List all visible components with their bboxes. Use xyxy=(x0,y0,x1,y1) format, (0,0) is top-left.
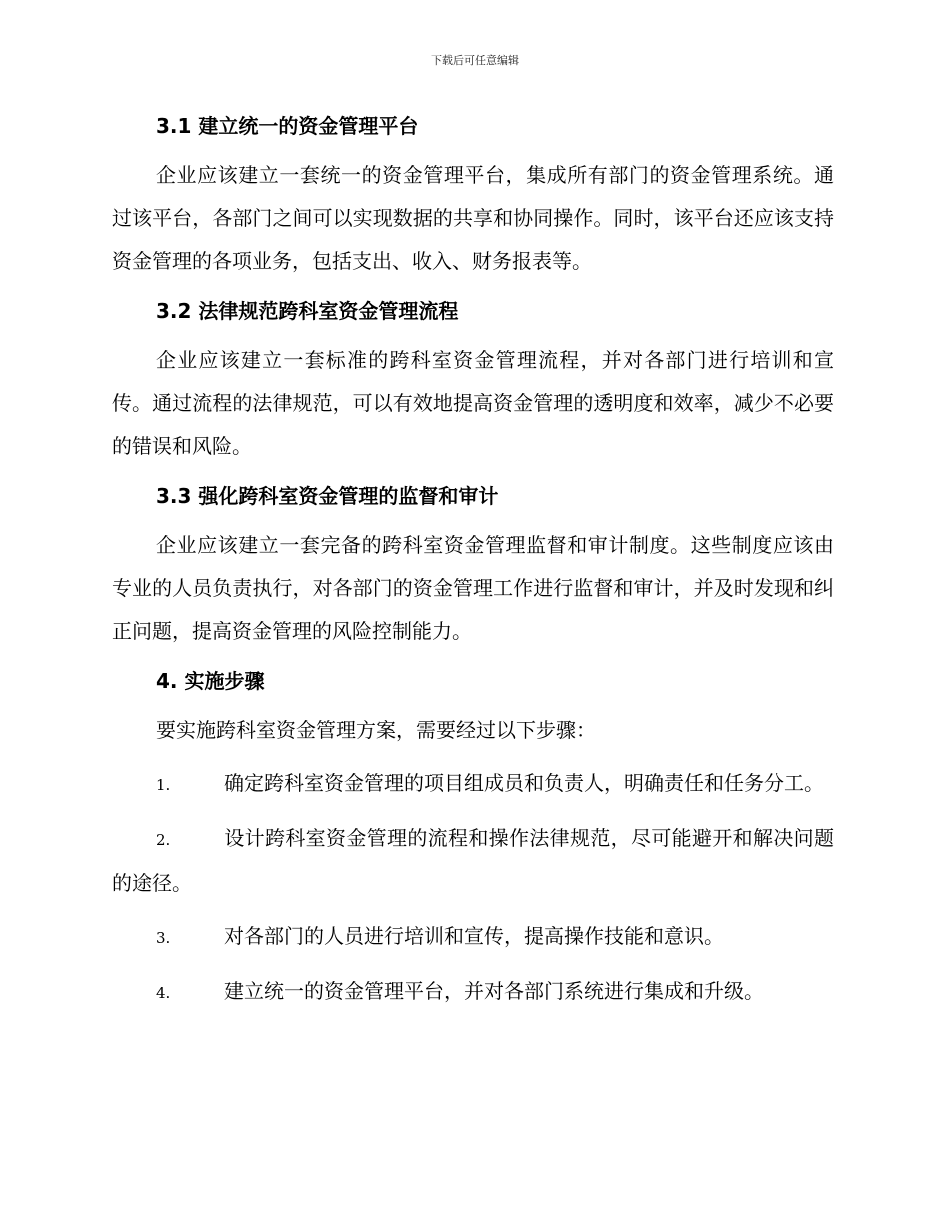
section-paragraph: 企业应该建立一套统一的资金管理平台，集成所有部门的资金管理系统。通过该平台，各部门之间可以实现数据的共享和协同操作。同时，该平台还应该支持资金管理的各项业务，包括支出、收入、财务报表等。 xyxy=(112,163,834,273)
list-item-text: 建立统一的资金管理平台，并对各部门系统进行集成和升级。 xyxy=(224,979,764,1003)
section-paragraph: 企业应该建立一套标准的跨科室资金管理流程，并对各部门进行培训和宣传。通过流程的法律规范，可以有效地提高资金管理的透明度和效率，减少不必要的错误和风险。 xyxy=(112,348,834,458)
list-item xyxy=(112,915,834,960)
header-note: 下载后可任意编辑 xyxy=(431,54,519,67)
section-heading: 3.2 法律规范跨科室资金管理流程 xyxy=(156,299,459,323)
section-3-2 xyxy=(112,295,834,468)
list-item-number: 3. xyxy=(156,929,171,947)
list-item xyxy=(112,762,834,807)
list-item-number: 1. xyxy=(156,776,171,794)
document-body xyxy=(112,110,834,1015)
section-4 xyxy=(112,665,834,752)
list-item-text: 对各部门的人员进行培训和宣传，提高操作技能和意识。 xyxy=(224,924,724,948)
section-paragraph: 要实施跨科室资金管理方案，需要经过以下步骤： xyxy=(156,718,596,742)
list-item-number: 4. xyxy=(156,984,171,1002)
section-3-3 xyxy=(112,480,834,653)
steps-list xyxy=(112,762,834,1015)
section-heading: 4. 实施步骤 xyxy=(156,669,265,693)
list-item-text: 确定跨科室资金管理的项目组成员和负责人，明确责任和任务分工。 xyxy=(224,771,824,795)
section-3-1 xyxy=(112,110,834,283)
list-item xyxy=(112,970,834,1015)
section-heading: 3.3 强化跨科室资金管理的监督和审计 xyxy=(156,484,499,508)
section-paragraph: 企业应该建立一套完备的跨科室资金管理监督和审计制度。这些制度应该由专业的人员负责执行，对各部门的资金管理工作进行监督和审计，并及时发现和纠正问题，提高资金管理的风险控制能力。 xyxy=(112,533,834,643)
list-item-number: 2. xyxy=(156,831,171,849)
list-item-text: 设计跨科室资金管理的流程和操作法律规范，尽可能避开和解决问题的途径。 xyxy=(112,826,834,895)
list-item xyxy=(112,817,834,905)
section-heading: 3.1 建立统一的资金管理平台 xyxy=(156,114,419,138)
